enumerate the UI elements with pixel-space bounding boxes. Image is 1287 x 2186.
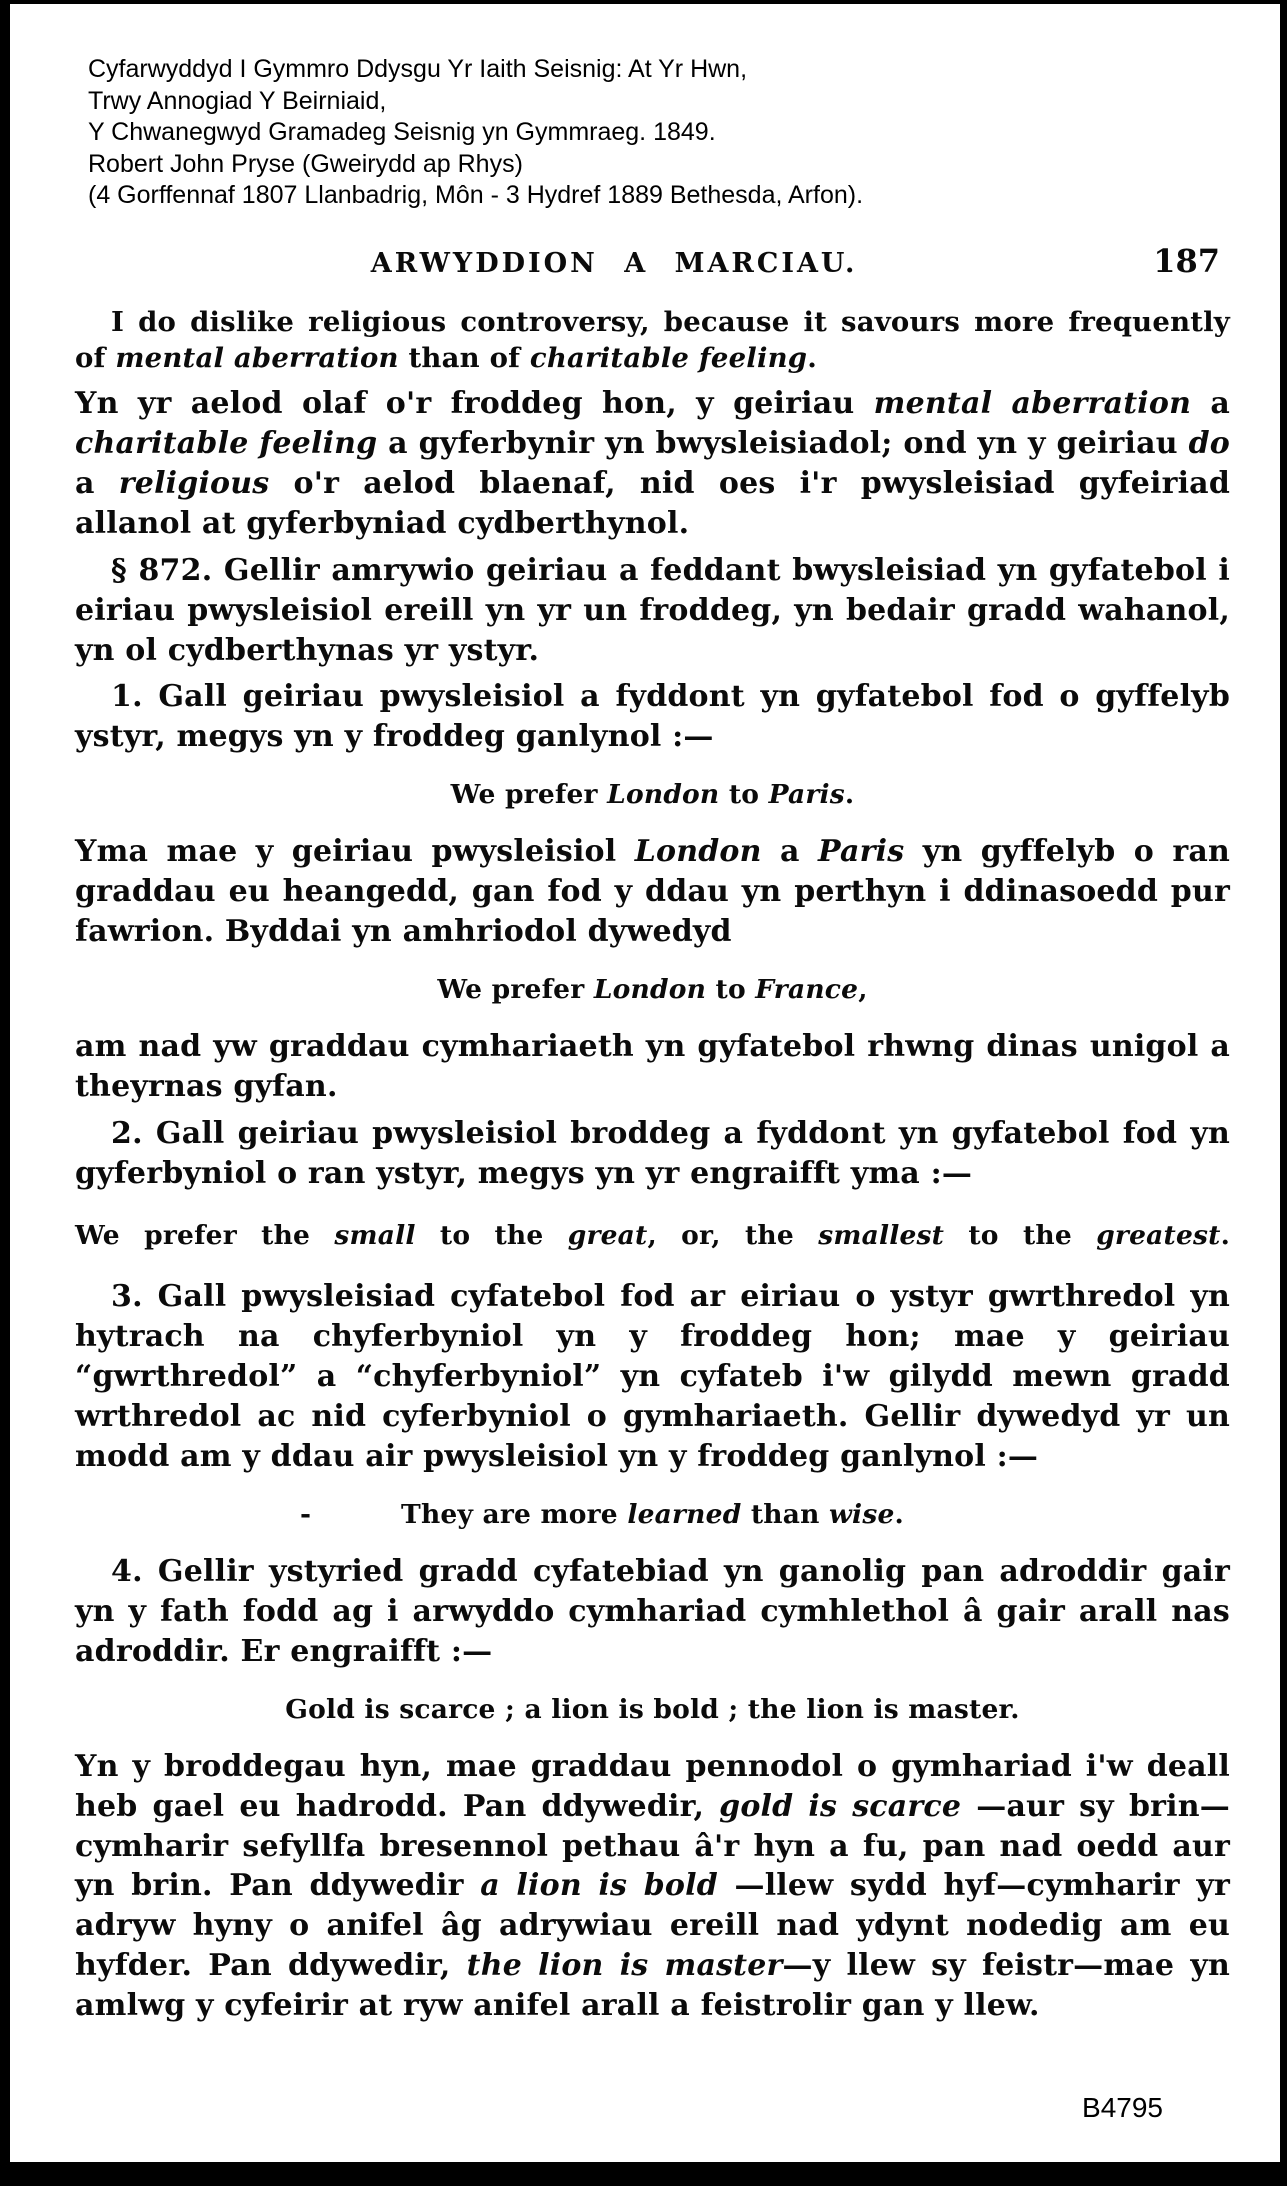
italic-text: do xyxy=(1188,426,1230,462)
italic-text: London xyxy=(593,974,707,1006)
italic-text: wise xyxy=(829,1498,895,1530)
text-segment: . xyxy=(1220,1219,1231,1251)
text-segment: to the xyxy=(944,1219,1097,1251)
text-segment: to xyxy=(719,779,769,811)
text-segment: Yn yr aelod olaf o'r froddeg hon, y geiriau xyxy=(75,386,874,422)
italic-text: Paris xyxy=(818,834,905,870)
text-segment: a xyxy=(75,465,119,501)
italic-text: a lion is bold xyxy=(480,1868,718,1904)
header-line-author-dates: (4 Gorffennaf 1807 Llanbadrig, Môn - 3 Hydref 1889 Bethesda, Arfon). xyxy=(88,181,864,209)
running-head xyxy=(75,242,1230,280)
italic-text: charitable feeling xyxy=(529,342,808,375)
italic-text: great xyxy=(567,1219,648,1251)
text-segment: , or, the xyxy=(647,1219,819,1251)
italic-text: mental aberration xyxy=(115,342,399,375)
text-segment: . xyxy=(844,779,855,811)
text-segment: We prefer xyxy=(450,779,608,811)
paragraph xyxy=(75,1027,1230,1107)
italic-text: the lion is master xyxy=(466,1948,783,1984)
paragraph xyxy=(75,1277,1230,1476)
italic-text: gold is scarce xyxy=(719,1788,962,1824)
text-segment: 1. Gall geiriau pwysleisiol a fyddont yn gyfatebol fod o gyffelyb ystyr, megys yn y froddeg ganlynol :— xyxy=(75,679,1230,755)
italic-text: London xyxy=(634,834,762,870)
text-segment: , xyxy=(858,974,868,1006)
page-number: 187 xyxy=(1153,241,1220,280)
italic-text: France xyxy=(755,974,859,1006)
paragraph xyxy=(75,304,1230,378)
italic-text: religious xyxy=(118,465,270,501)
text-segment: —y llew sy feistr—mae yn amlwg y cyfeirir at ryw anifel arall a feistrolir gan y llew. xyxy=(75,1948,1230,2024)
text-segment: am nad yw graddau cymhariaeth yn gyfatebol rhwng dinas unigol a theyrnas gyfan. xyxy=(75,1029,1230,1105)
text-segment: . xyxy=(894,1498,904,1530)
text-segment: a gyferbynir yn bwysleisiadol; ond yn y geiriau xyxy=(377,426,1189,462)
paragraph xyxy=(75,677,1230,757)
text-segment: to the xyxy=(415,1219,568,1251)
italic-text: learned xyxy=(627,1498,742,1530)
text-segment: We prefer the xyxy=(75,1219,335,1251)
text-segment: o'r aelod blaenaf, nid oes i'r pwysleisiad gyfeiriad allanol at gyferbyniad cydberthynol. xyxy=(75,465,1230,541)
paragraph xyxy=(75,1114,1230,1194)
text-segment: —aur sy brin—cymharir sefyllfa bresennol pethau â'r hyn a fu, pan nad oedd aur yn brin. Pan ddywedir xyxy=(75,1788,1230,1904)
book-page xyxy=(10,4,1280,2162)
text-segment: We prefer xyxy=(437,974,594,1006)
text-segment: than of xyxy=(398,342,530,375)
text-segment: Gold is scarce ; a lion is bold ; the lion is master. xyxy=(285,1693,1020,1725)
header-line-subtitle: Trwy Annogiad Y Beirniaid, xyxy=(88,86,387,115)
text-segment: . xyxy=(807,342,818,375)
text-segment: They are more xyxy=(401,1498,628,1530)
chapter-title: ARWYDDION A MARCIAU. xyxy=(370,247,858,279)
example-line xyxy=(75,777,1230,812)
paragraph xyxy=(75,384,1230,544)
italic-text: charitable feeling xyxy=(75,426,378,462)
italic-text: London xyxy=(607,779,720,811)
text-segment: - xyxy=(300,1498,312,1530)
header-line-title: Cyfarwyddyd I Gymmro Ddysgu Yr Iaith Seisnig: At Yr Hwn, xyxy=(88,55,748,83)
italic-text: greatest xyxy=(1096,1219,1221,1251)
document-body xyxy=(75,304,1230,2026)
catalog-code: B4795 xyxy=(1082,2092,1163,2123)
italic-text: mental aberration xyxy=(873,386,1192,422)
paragraph xyxy=(75,1747,1230,2026)
bibliographic-header xyxy=(88,54,1230,212)
text-segment: 2. Gall geiriau pwysleisiol broddeg a fyddont yn gyfatebol fod yn gyferbyniol o ran ystyr, megys yn yr engraifft yma :— xyxy=(75,1116,1230,1192)
text-segment: Yn y broddegau hyn, mae graddau pennodol o gymhariad i'w deall heb gael eu hadrodd. Pan ddywedir, xyxy=(75,1748,1230,1824)
text-segment: a xyxy=(761,834,819,870)
example-line xyxy=(75,1497,1230,1532)
example-line xyxy=(75,1692,1230,1727)
example-line xyxy=(75,1218,1230,1253)
italic-text: small xyxy=(334,1219,416,1251)
text-segment: to xyxy=(706,974,756,1006)
text-segment: 4. Gellir ystyried gradd cyfatebiad yn ganolig pan adroddir gair yn y fath fodd ag i arwyddo cymhariad cymhlethol â gair arall nas adroddir. Er engraifft :— xyxy=(75,1553,1230,1669)
header-line-author: Robert John Pryse (Gweirydd ap Rhys) xyxy=(88,149,523,178)
header-line-edition: Y Chwanegwyd Gramadeg Seisnig yn Gymmraeg. 1849. xyxy=(88,118,716,146)
text-segment: § 872. Gellir amrywio geiriau a feddant bwysleisiad yn gyfatebol i eiriau pwysleisiol ereill yn yr un froddeg, yn bedair gradd wahanol, yn ol cydberthynas yr ystyr. xyxy=(75,552,1230,668)
text-segment: 3. Gall pwysleisiad cyfatebol fod ar eiriau o ystyr gwrthredol yn hytrach na chyferbyniol yn y froddeg hon; mae y geiriau “gwrthredol” a “chyferbyniol” yn cyfateb i'w gilydd mewn gradd wrthredol ac nid cyferbyniol o gymhariaeth. Gellir dywedyd yr un modd am y ddau air pwysleisiol yn y froddeg ganlynol :— xyxy=(75,1279,1230,1474)
text-segment: I do dislike religious controversy, because it savours more frequently of xyxy=(75,305,1230,375)
paragraph xyxy=(75,832,1230,952)
italic-text: smallest xyxy=(818,1219,945,1251)
text-segment: a xyxy=(1191,386,1230,422)
paragraph xyxy=(75,551,1230,671)
example-line xyxy=(75,972,1230,1007)
italic-text: Paris xyxy=(768,779,845,811)
text-segment: Yma mae y geiriau pwysleisiol xyxy=(75,834,635,870)
paragraph xyxy=(75,1552,1230,1672)
text-segment: than xyxy=(741,1498,830,1530)
text-segment: —llew sydd hyf—cymharir yr adryw hyny o anifel âg adrywiau ereill nad ydynt nodedig am eu hyfder. Pan ddywedir, xyxy=(75,1868,1230,1984)
text-segment: yn gyffelyb o ran graddau eu heangedd, gan fod y ddau yn perthyn i ddinasoedd pur fawrion. Byddai yn amhriodol dywedyd xyxy=(75,834,1230,950)
